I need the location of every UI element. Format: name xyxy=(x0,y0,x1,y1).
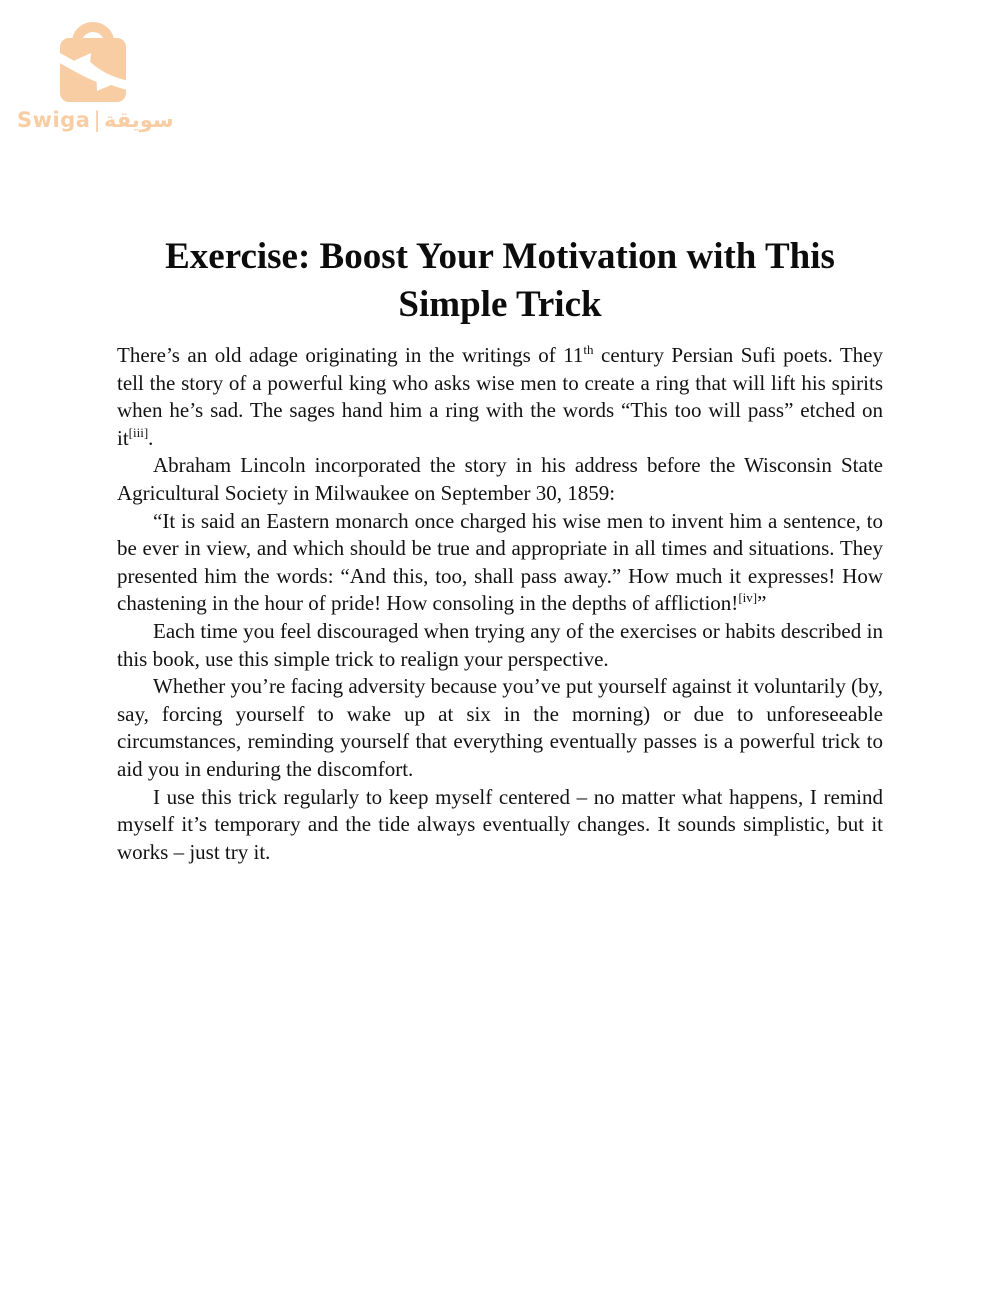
paragraph xyxy=(117,784,883,867)
text-segment: “It is said an Eastern monarch once charged his wise men to invent him a sentence, to be ever in view, and which should be true and appropriate in all times and situations. They presented him the words: “And this, too, shall pass away.” How much it expresses! How chastening in the hour of pride! How consoling in the depths of affliction! xyxy=(117,508,883,616)
shopping-bag-swap-arrows-icon xyxy=(17,12,167,106)
footnote-ref[interactable]: [iii] xyxy=(128,424,149,440)
text-segment: . xyxy=(148,425,154,450)
text-segment: ” xyxy=(757,591,767,616)
page-title-line-2: Simple Trick xyxy=(398,284,602,325)
footnote-ref[interactable]: [iv] xyxy=(738,590,758,606)
text-segment: Whether you’re facing adversity because you’ve put yourself against it voluntarily (by, say, forcing yourself to wake up at six in the morning) or due to unforeseeable circumstances, reminding yourself that everything eventually passes is a powerful trick to aid you in enduring the discomfort. xyxy=(117,674,883,781)
page-title-line-1: Exercise: Boost Your Motivation with This xyxy=(165,236,835,277)
paragraph xyxy=(117,452,883,507)
text-segment: Abraham Lincoln incorporated the story in his address before the Wisconsin State Agricultural Society in Milwaukee on September 30, 1859: xyxy=(117,453,883,505)
article-body xyxy=(117,342,883,866)
brand-name-arabic: سويقة xyxy=(104,108,174,132)
page-title xyxy=(0,233,1000,329)
ordinal-suffix: th xyxy=(583,342,594,357)
brand-separator: | xyxy=(93,108,102,132)
brand-name-latin: Swiga xyxy=(17,108,91,132)
text-segment: I use this trick regularly to keep myself centered – no matter what happens, I remind myself it’s temporary and the tide always eventually changes. It sounds simplistic, but it works – just try it. xyxy=(117,784,883,864)
brand-wordmark xyxy=(17,108,174,132)
paragraph xyxy=(117,508,883,618)
brand-logo xyxy=(17,12,174,132)
text-segment: There’s an old adage originating in the writings of 11 xyxy=(117,343,584,367)
text-segment: Each time you feel discouraged when trying any of the exercises or habits described in this book, use this simple trick to realign your perspective. xyxy=(117,618,883,671)
paragraph xyxy=(117,673,883,783)
paragraph xyxy=(117,618,883,673)
text-segment: century Persian Sufi poets. They tell the story of a powerful king who asks wise men to create a ring that will lift his spirits when he’s sad. The sages hand him a ring with the words “This too will pass” etched on it xyxy=(117,343,883,450)
paragraph xyxy=(117,342,883,452)
